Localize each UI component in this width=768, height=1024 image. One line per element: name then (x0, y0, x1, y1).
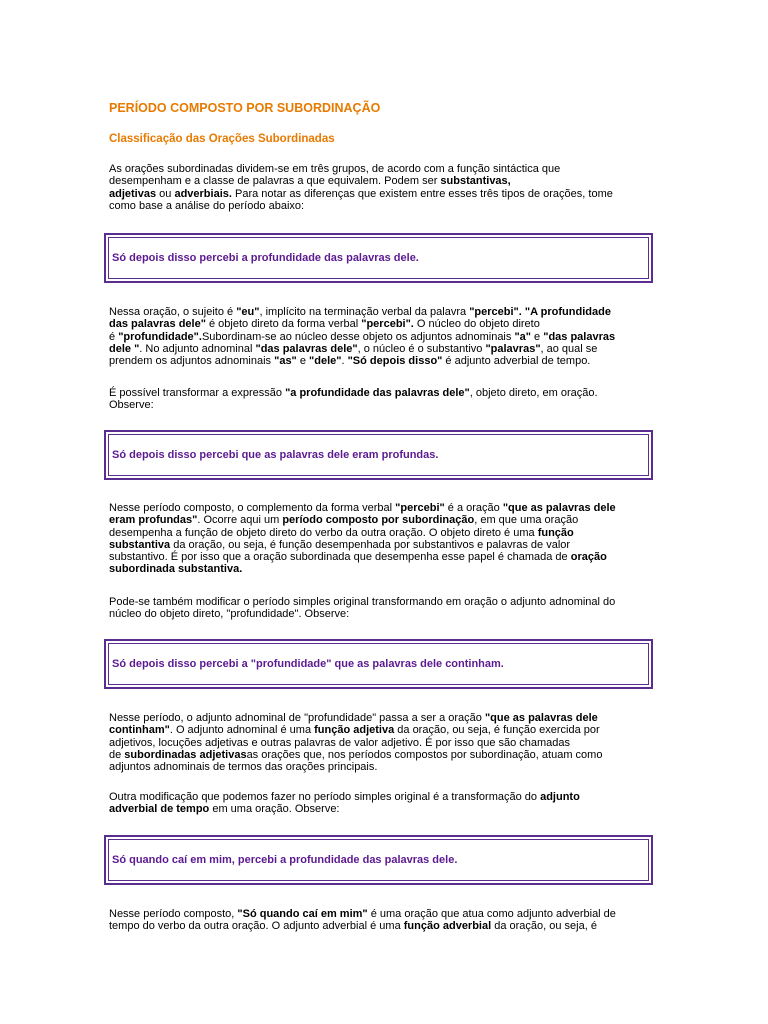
p4-segment-6: , em que uma oração desempenha a função de objeto direto do verbo da outra oração. O objeto direto é uma (109, 514, 579, 539)
p5-segment-0: Pode-se também modificar o período simples original transformando em oração o adjunto adnominal do núcleo do objeto direto, "profundidade". Observe: (109, 596, 616, 621)
p4-segment-7: função substantiva (109, 526, 574, 551)
example-sentence-4: Só quando caí em mim, percebi a profundidade das palavras dele. (112, 854, 458, 866)
p2-segment-15: "palavras" (485, 342, 541, 355)
p2-segment-13: "das palavras dele" (255, 342, 358, 355)
p8-segment-2: é uma oração que atua como adjunto adverbial de tempo do verbo da outra oração. O adjunto adverbial é uma (109, 908, 616, 933)
example-box-2 (104, 430, 653, 480)
p2-segment-1: "eu" (236, 306, 260, 318)
p4-segment-1: "percebi" (395, 502, 445, 514)
p2-segment-17: "as" (274, 355, 297, 368)
p8-segment-4: da oração, ou seja, é (491, 920, 597, 933)
example-sentence-1: Só depois disso percebi a profundidade das palavras dele. (112, 252, 419, 264)
p2-segment-4: é objeto direto da forma verbal (205, 318, 362, 331)
p2-segment-11: "das palavras dele " (109, 330, 616, 355)
paragraph-intro (109, 163, 649, 212)
p2-segment-6: O núcleo do objeto direto é (109, 318, 540, 343)
p6-segment-3: função adjetiva (314, 724, 395, 737)
p3-segment-0: É possível transformar a expressão (109, 387, 286, 399)
p6-segment-1: "que as palavras dele continham" (109, 712, 598, 737)
paragraph-adjetiva (109, 712, 649, 773)
p6-segment-0: Nesse período, o adjunto adnominal de "profundidade" passa a ser a oração (109, 712, 485, 724)
p6-segment-6: as orações que, nos períodos compostos por subordinação, atuam como adjuntos adnominais de termos das orações principais. (109, 748, 603, 774)
p4-segment-3: "que as palavras dele eram profundas" (109, 502, 616, 527)
p2-segment-0: Nessa oração, o sujeito é (109, 306, 237, 318)
example-sentence-3: Só depois disso percebi a "profundidade" que as palavras dele continham. (112, 658, 504, 670)
example-box-4 (104, 835, 653, 885)
p6-segment-4: da oração, ou seja, é função exercida por adjetivos, locuções adjetivas e outras palavras de valor adjetivo. É por isso que são chamadas de (109, 724, 600, 761)
p2-segment-7: "profundidade". (118, 330, 202, 343)
p8-segment-0: Nesse período composto, (109, 908, 238, 920)
paragraph-adverbial (109, 908, 649, 933)
p2-segment-8: Subordinam-se ao núcleo desse objeto os adjuntos adnominais (201, 330, 515, 343)
p2-segment-19: "dele" (309, 355, 342, 368)
p8-segment-3: função adverbial (403, 920, 492, 933)
p2-segment-21: "Só depois disso" (347, 355, 443, 368)
section-subtitle: Classificação das Orações Subordinadas (109, 133, 335, 145)
p2-segment-20: . (341, 355, 348, 368)
example-sentence-2: Só depois disso percebi que as palavras dele eram profundas. (112, 449, 439, 461)
p1-segment-6: Para notar as diferenças que existem entre esses três tipos de orações, tome como base a análise do período abaixo: (109, 187, 613, 212)
p2-segment-10: e (531, 330, 544, 343)
p1-segment-5: adverbiais. (174, 187, 232, 200)
p4-segment-0: Nesse período composto, o complemento da forma verbal (109, 502, 396, 514)
p2-segment-22: é adjunto adverbial de tempo. (442, 355, 591, 368)
p2-segment-18: e (296, 355, 310, 368)
paragraph-transform (109, 387, 649, 412)
p6-segment-5: subordinadas adjetivas (124, 748, 247, 761)
p1-segment-0: As orações subordinadas dividem-se em três grupos, de acordo com a função sintáctica que desempenham e a classe de palavras a que equivalem. Podem ser (109, 163, 561, 188)
p4-segment-4: . Ocorre aqui um (197, 514, 283, 527)
p3-segment-2: , objeto direto, em oração. Observe: (109, 387, 598, 412)
p2-segment-9: "a" (514, 330, 531, 343)
p4-segment-2: é a oração (444, 502, 503, 514)
p4-segment-8: da oração, ou seja, é função desempenhada por substantivos e palavras de valor substantivo. É por isso que a oração subordinada que desempenha esse papel é chamada de (109, 538, 571, 564)
p2-segment-3: "percebi". "A profundidade das palavras dele" (109, 306, 611, 331)
example-box-1 (104, 233, 653, 283)
p2-segment-2: , implícito na terminação verbal da palavra (259, 306, 470, 318)
p2-segment-14: , o núcleo é o substantivo (357, 342, 486, 355)
p4-segment-5: período composto por subordinação (282, 514, 475, 527)
p1-segment-4: ou (156, 187, 175, 200)
p7-segment-0: Outra modificação que podemos fazer no período simples original é a transformação do (109, 791, 541, 803)
p7-segment-1: adjunto adverbial de tempo (109, 791, 580, 816)
paragraph-analysis (109, 306, 649, 367)
p2-segment-12: . No adjunto adnominal (139, 342, 256, 355)
p2-segment-5: "percebi". (361, 318, 414, 331)
p2-segment-16: , ao qual se prendem os adjuntos adnominais (109, 342, 598, 368)
p3-segment-1: "a profundidade das palavras dele" (285, 387, 470, 399)
paragraph-adverbial-intro (109, 791, 649, 816)
p4-segment-9: oração subordinada substantiva. (109, 551, 607, 576)
p6-segment-2: . O adjunto adnominal é uma (169, 724, 315, 737)
example-box-3 (104, 639, 653, 689)
p8-segment-1: "Só quando caí em mim" (237, 908, 368, 920)
paragraph-modify (109, 596, 649, 621)
p7-segment-2: em uma oração. Observe: (209, 803, 340, 816)
paragraph-substantiva (109, 502, 649, 576)
p1-segment-1: substantivas, (440, 175, 511, 188)
page-title: PERÍODO COMPOSTO POR SUBORDINAÇÃO (109, 101, 381, 115)
p1-segment-3: adjetivas (109, 187, 157, 200)
